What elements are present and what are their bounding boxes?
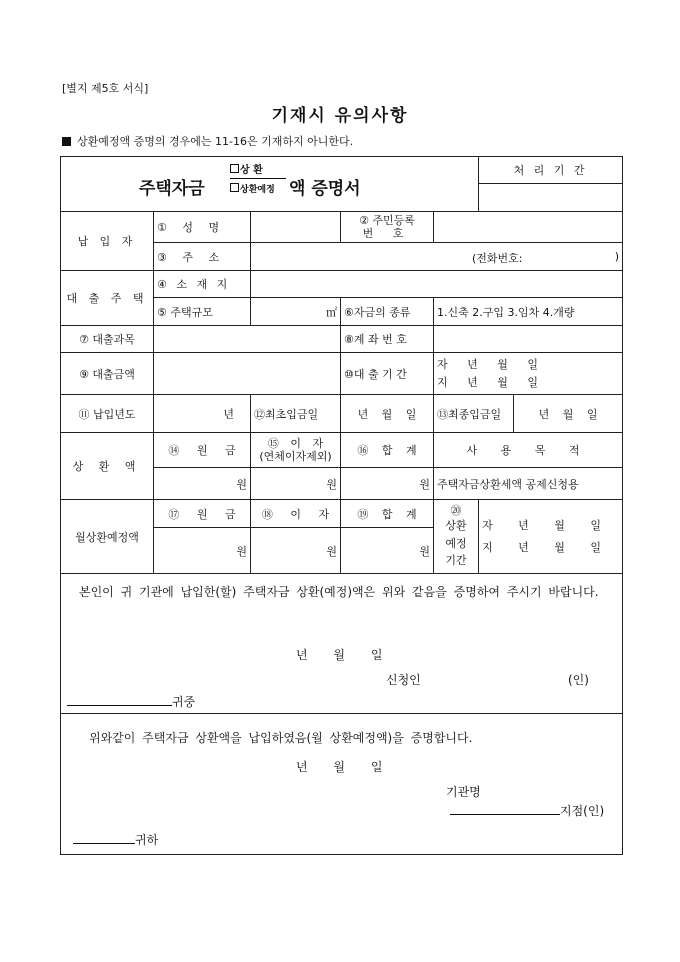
location-field[interactable] — [251, 271, 623, 298]
house-size-label: ⑤ 주택규모 — [154, 298, 251, 326]
interest-field[interactable] — [251, 468, 341, 500]
square-bullet-icon — [62, 137, 71, 146]
square-meter-unit: ㎡ — [326, 305, 337, 319]
processing-period-label: 처 리 기 간 — [479, 157, 623, 184]
request-section — [61, 574, 623, 714]
name-label: ① 성 명 — [154, 212, 251, 243]
request-date: 년 월 일 — [296, 648, 383, 662]
scheduled-period-line2: 예정 — [445, 537, 467, 550]
branch-blank[interactable] — [450, 814, 560, 815]
year-unit: 년 — [223, 407, 234, 421]
won-unit: 원 — [236, 544, 247, 558]
loan-period-label: ⑩대 출 기 간 — [341, 353, 434, 395]
scheduled-period-line1: 상환 — [445, 519, 467, 532]
document-title-right: 액 증명서 — [289, 179, 361, 199]
loan-period-field[interactable] — [434, 353, 623, 395]
monthly-principal-field[interactable] — [154, 528, 251, 574]
won-unit: 원 — [419, 544, 430, 558]
loan-subject-field[interactable] — [154, 326, 341, 353]
certification-date: 년 월 일 — [296, 760, 383, 774]
document-title-left: 주택자금 — [139, 179, 205, 199]
rrn-field[interactable] — [434, 212, 623, 243]
last-payment-label: ⑬최종입금일 — [434, 395, 514, 433]
instruction-note — [62, 133, 353, 149]
certification-section — [61, 714, 623, 855]
recipient-blank[interactable] — [73, 843, 135, 844]
monthly-scheduled-label: 월상환예정액 — [61, 500, 154, 574]
addressee-suffix: 귀하 — [135, 833, 159, 847]
total-label: ⑯ 합 계 — [341, 433, 434, 468]
location-label: ④ 소 재 지 — [154, 271, 251, 298]
request-statement: 본인이 귀 기관에 납입한(할) 주택자금 상환(예정)액은 위와 같음을 증명하여 주시기 바랍니다. — [79, 585, 599, 599]
fund-type-options[interactable]: 1.신축 2.구입 3.임차 4.개량 — [434, 298, 623, 326]
interest-label-line1: ⑮ 이 자 — [267, 437, 324, 450]
phone-label: (전화번호: — [472, 251, 523, 265]
address-field[interactable] — [251, 243, 623, 271]
interest-label-line2: (연체이자제외) — [259, 450, 332, 463]
loan-period-to: 지 년 월 일 — [437, 375, 538, 389]
payment-year-field[interactable] — [154, 395, 251, 433]
page-title: 기재시 유의사항 — [271, 106, 409, 126]
repayment-type-options — [230, 161, 286, 195]
name-field[interactable] — [251, 212, 341, 243]
phone-close: ) — [614, 249, 620, 263]
scheduled-period-line3: 기간 — [445, 554, 467, 567]
loan-amount-label: ⑨ 대출금액 — [61, 353, 154, 395]
monthly-interest-field[interactable] — [251, 528, 341, 574]
branch-signature — [450, 802, 604, 819]
fund-type-label: ⑥자금의 종류 — [341, 298, 434, 326]
certificate-form-table — [60, 156, 623, 855]
first-payment-label: ⑫최초입금일 — [251, 395, 341, 433]
last-payment-field[interactable]: 년 월 일 — [514, 395, 623, 433]
institution-label: 기관명 — [446, 785, 481, 799]
certification-addressee — [73, 831, 158, 848]
processing-period-field[interactable] — [479, 184, 623, 212]
monthly-principal-label: ⑰ 원 금 — [154, 500, 251, 528]
principal-field[interactable] — [154, 468, 251, 500]
checkbox-repayment[interactable] — [230, 164, 239, 173]
account-number-label: ⑧계 좌 번 호 — [341, 326, 434, 353]
applicant-label: 신청인 — [386, 673, 421, 687]
won-unit: 원 — [326, 477, 337, 491]
monthly-interest-label: ⑱ 이 자 — [251, 500, 341, 528]
payment-year-label: ⑪ 납입년도 — [61, 395, 154, 433]
document-title-cell — [61, 157, 479, 212]
won-unit: 원 — [419, 477, 430, 491]
account-number-field[interactable] — [434, 326, 623, 353]
won-unit: 원 — [326, 544, 337, 558]
repayment-amount-label: 상 환 액 — [61, 433, 154, 500]
principal-label: ⑭ 원 금 — [154, 433, 251, 468]
checkbox-scheduled-repayment[interactable] — [230, 183, 239, 192]
certification-statement: 위와같이 주택자금 상환액을 납입하였음(월 상환예정액)을 증명합니다. — [89, 731, 473, 745]
rrn-label-line2: 번 호 — [362, 227, 412, 240]
loan-amount-field[interactable] — [154, 353, 341, 395]
rrn-label-line1: ② 주민등록 — [359, 214, 415, 227]
instruction-note-text: 상환예정액 증명의 경우에는 11-16은 기재하지 아니한다. — [77, 135, 354, 148]
scheduled-period-label — [434, 500, 479, 574]
scheduled-period-from: 자 년 월 일 — [482, 518, 602, 532]
option-scheduled-label: 상환예정 — [240, 185, 275, 195]
house-size-field[interactable] — [251, 298, 341, 326]
total-field[interactable] — [341, 468, 434, 500]
address-label: ③ 주 소 — [154, 243, 251, 271]
rrn-label — [341, 212, 434, 243]
scheduled-period-to: 지 년 월 일 — [482, 540, 602, 554]
monthly-total-label: ⑲ 합 계 — [341, 500, 434, 528]
applicant-seal: (인) — [568, 673, 589, 687]
usage-purpose-value: 주택자금상환세액 공제신청용 — [434, 468, 623, 500]
branch-seal: 지점(인) — [560, 804, 605, 818]
payer-label: 납 입 자 — [61, 212, 154, 271]
request-addressee — [67, 693, 195, 710]
usage-purpose-label: 사 용 목 적 — [434, 433, 623, 468]
loan-period-from: 자 년 월 일 — [437, 357, 538, 371]
scheduled-period-field[interactable] — [479, 500, 623, 574]
interest-label — [251, 433, 341, 468]
first-payment-field[interactable]: 년 월 일 — [341, 395, 434, 433]
option-repayment-label: 상 환 — [240, 165, 263, 176]
addressee-suffix: 귀중 — [172, 695, 196, 709]
loan-subject-label: ⑦ 대출과목 — [61, 326, 154, 353]
institution-blank[interactable] — [67, 705, 172, 706]
form-number-label: [별지 제5호 서식] — [62, 82, 149, 95]
loan-house-label: 대 출 주 택 — [61, 271, 154, 326]
monthly-total-field[interactable] — [341, 528, 434, 574]
scheduled-period-number: ⑳ — [450, 504, 462, 517]
won-unit: 원 — [236, 477, 247, 491]
